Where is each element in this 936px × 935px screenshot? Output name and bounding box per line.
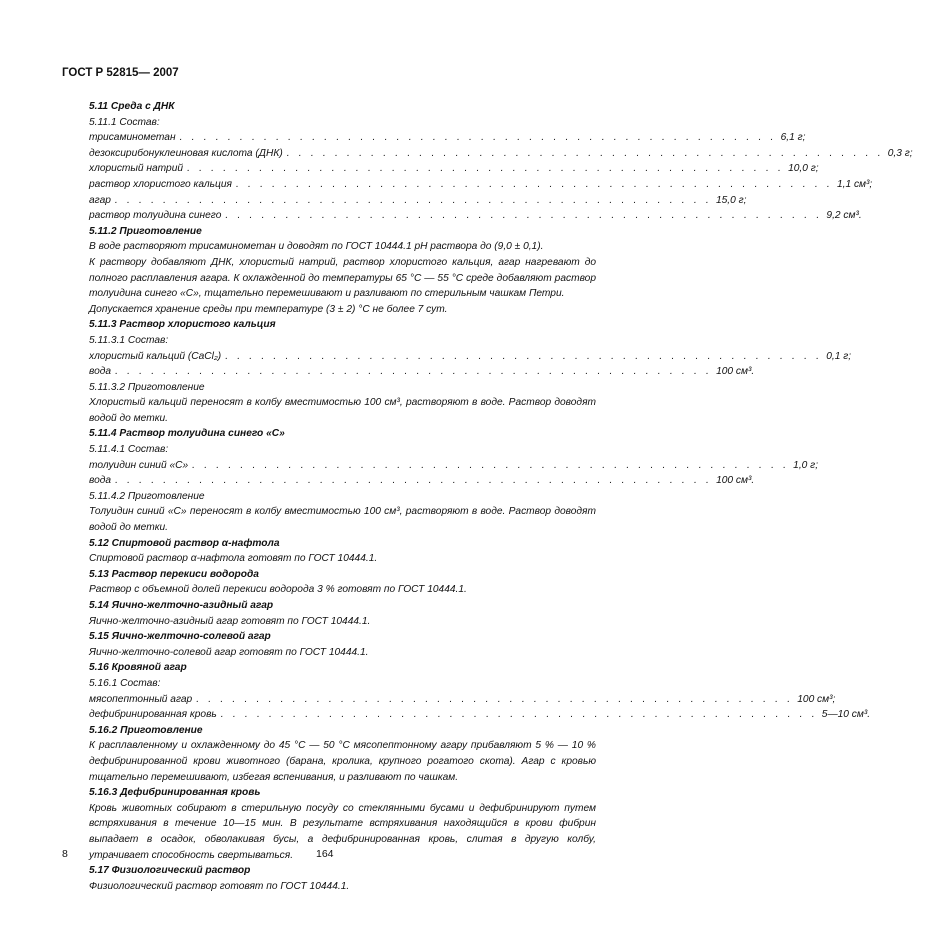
composition-row: хлористый натрий . . . . . . . . . . . . . . . . . . . . . . . . . . . . . . . . . . . . . . . . . . . . . . . . . . 10,0 г; <box>62 161 596 177</box>
ingredient-amount: 5—10 см³. <box>821 709 871 721</box>
section-title-5-11: 5.11 Среда с ДНК <box>89 101 175 112</box>
ingredient-name: агар <box>89 194 111 206</box>
sheet-number: 164 <box>316 848 334 860</box>
ingredient-amount: 10,0 г; <box>788 163 819 175</box>
composition-row: вода . . . . . . . . . . . . . . . . . . . . . . . . . . . . . . . . . . . . . . . . . . . . . . . . . . 100 см³. <box>62 473 596 489</box>
composition-row: хлористый кальций (CaCl₂) . . . . . . . . . . . . . . . . . . . . . . . . . . . . . . . . . . . . . . . . . . . . . . . . . . 0,1 г; <box>62 349 596 365</box>
ingredient-name: мясопептонный агар <box>89 693 193 705</box>
section-title-5-17: 5.17 Физиологический раствор <box>89 865 251 877</box>
composition-list <box>62 130 913 224</box>
section-title-5-12: 5.12 Спиртовой раствор α-нафтола <box>89 537 280 549</box>
ingredient-amount: 1,1 см³; <box>836 178 873 190</box>
composition-row: агар . . . . . . . . . . . . . . . . . . . . . . . . . . . . . . . . . . . . . . . . . . . . . . . . . . 15,0 г; <box>62 193 596 209</box>
ingredient-amount: 15,0 г; <box>715 194 747 206</box>
ingredient-name: хлористый кальций (CaCl₂) <box>89 350 222 362</box>
ingredient-amount: 9,2 см³. <box>826 210 862 222</box>
document-body <box>62 99 913 894</box>
composition-label: 5.16.1 Состав: <box>89 677 161 689</box>
paragraph: Допускается хранение среды при температуре (3 ± 2) °С не более 7 сут. <box>89 303 448 315</box>
prep-label: 5.11.3.2 Приготовление <box>89 381 205 393</box>
paragraph: Раствор с объемной долей перекиси водорода 3 % готовят по ГОСТ 10444.1. <box>89 584 467 596</box>
section-title-5-14: 5.14 Яично-желточно-азидный агар <box>89 600 274 611</box>
ingredient-name: вода <box>89 366 112 378</box>
standard-header: ГОСТ Р 52815— 2007 <box>62 67 179 79</box>
ingredient-name: толуидин синий «С» <box>89 459 189 471</box>
ingredient-name: дефибринированная кровь <box>89 709 217 721</box>
paragraph: Яично-желточно-азидный агар готовят по ГОСТ 10444.1. <box>89 615 371 627</box>
paragraph: В воде растворяют трисаминометан и доводят по ГОСТ 10444.1 pH раствора до (9,0 ± 0,1). <box>89 241 544 253</box>
prep-label: 5.11.4.2 Приготовление <box>89 490 205 502</box>
section-title-5-15: 5.15 Яично-желточно-солевой агар <box>89 631 271 643</box>
ingredient-name: трисаминометан <box>89 132 176 144</box>
composition-label: 5.11.3.1 Состав: <box>89 334 169 346</box>
paragraph: Кровь животных собирают в стерильную посуду со стеклянными бусами и дефибринируют путем встряхивания в течение 10—15 мин. В результате встряхивания находящийся в крови фибрин выпадает в осадок, обволакивая бусы, а дефибринированная кровь, слитая в другую колбу, утрачивает способность свертываться. <box>89 802 596 861</box>
subsection-title: 5.16.2 Приготовление <box>89 724 203 736</box>
section-title-5-16: 5.16 Кровяной агар <box>89 662 187 674</box>
composition-row: дефибринированная кровь . . . . . . . . . . . . . . . . . . . . . . . . . . . . . . . . . . . . . . . . . . . . . . . . . . 5—10 см³. <box>62 707 596 723</box>
ingredient-amount: 0,1 г; <box>826 350 852 362</box>
paragraph: К расплавленному и охлажденному до 45 °С — 50 °С мясопептонному агару прибавляют 5 % — 10 % дефибринированной крови животного (барана, кролика, крупного рогатого скота). Агар с кровью тщательно перемешивают, избегая вспенивания, и разливают по чашкам. <box>89 740 596 783</box>
paragraph: Толуидин синий «С» переносят в колбу вместимостью 100 см³, растворяют в воде. Раствор доводят водой до метки. <box>89 506 596 534</box>
ingredient-amount: 100 см³; <box>797 693 836 705</box>
subsection-title: 5.11.3 Раствор хлористого кальция <box>89 319 276 331</box>
paragraph: Хлористый кальций переносят в колбу вместимостью 100 см³, растворяют в воде. Раствор доводят водой до метки. <box>89 397 596 424</box>
paragraph: Спиртовой раствор α-нафтола готовят по ГОСТ 10444.1. <box>89 553 378 565</box>
composition-label: 5.11.4.1 Состав: <box>89 444 169 456</box>
ingredient-name: раствор хлористого кальция <box>89 178 232 190</box>
composition-row: толуидин синий «С» . . . . . . . . . . . . . . . . . . . . . . . . . . . . . . . . . . . . . . . . . . . . . . . . . . 1,0 г; <box>62 458 596 474</box>
paragraph: К раствору добавляют ДНК, хлористый натрий, раствор хлористого кальция, агар нагревают до полного расплавления агара. К охлажденной до температуры 65 °С — 55 °С среде добавляют раствор толуидина синего «С», тщательно перемешивают и разливают по стерильным чашкам Петри. <box>89 256 596 300</box>
subsection-title: 5.11.2 Приготовление <box>89 225 202 237</box>
page-number: 8 <box>62 848 68 860</box>
ingredient-name: дезоксирибонуклеиновая кислота (ДНК) <box>89 147 283 159</box>
composition-row: раствор хлористого кальция . . . . . . . . . . . . . . . . . . . . . . . . . . . . . . . . . . . . . . . . . . . . . . . . . . 1,1 см³; <box>62 177 596 193</box>
section-title-5-13: 5.13 Раствор перекиси водорода <box>89 568 259 580</box>
composition-row: раствор толуидина синего . . . . . . . . . . . . . . . . . . . . . . . . . . . . . . . . . . . . . . . . . . . . . . . . . . 9,2 см³. <box>62 208 596 224</box>
paragraph: Яично-желточно-солевой агар готовят по ГОСТ 10444.1. <box>89 646 369 658</box>
ingredient-amount: 100 см³. <box>716 366 755 378</box>
ingredient-amount: 6,1 г; <box>780 132 806 144</box>
composition-row: дезоксирибонуклеиновая кислота (ДНК) . . . . . . . . . . . . . . . . . . . . . . . . . . . . . . . . . . . . . . . . . . . . . . . . . . 0,3 г; <box>62 146 596 162</box>
ingredient-amount: 0,3 г; <box>887 147 913 159</box>
subsection-title: 5.16.3 Дефибринированная кровь <box>89 787 261 799</box>
composition-label: 5.11.1 Состав: <box>89 116 160 128</box>
ingredient-name: раствор толуидина синего <box>89 210 222 222</box>
composition-row: мясопептонный агар . . . . . . . . . . . . . . . . . . . . . . . . . . . . . . . . . . . . . . . . . . . . . . . . . . 100 см³; <box>62 692 596 708</box>
ingredient-name: вода <box>89 475 112 487</box>
subsection-title: 5.11.4 Раствор толуидина синего «С» <box>89 428 285 440</box>
composition-row: трисаминометан . . . . . . . . . . . . . . . . . . . . . . . . . . . . . . . . . . . . . . . . . . . . . . . . . . 6,1 г; <box>62 130 596 146</box>
paragraph: Физиологический раствор готовят по ГОСТ 10444.1. <box>89 880 350 892</box>
composition-row: вода . . . . . . . . . . . . . . . . . . . . . . . . . . . . . . . . . . . . . . . . . . . . . . . . . . 100 см³. <box>62 364 596 380</box>
ingredient-amount: 100 см³. <box>716 475 755 487</box>
ingredient-name: хлористый натрий <box>89 163 184 175</box>
ingredient-amount: 1,0 г; <box>793 459 819 471</box>
